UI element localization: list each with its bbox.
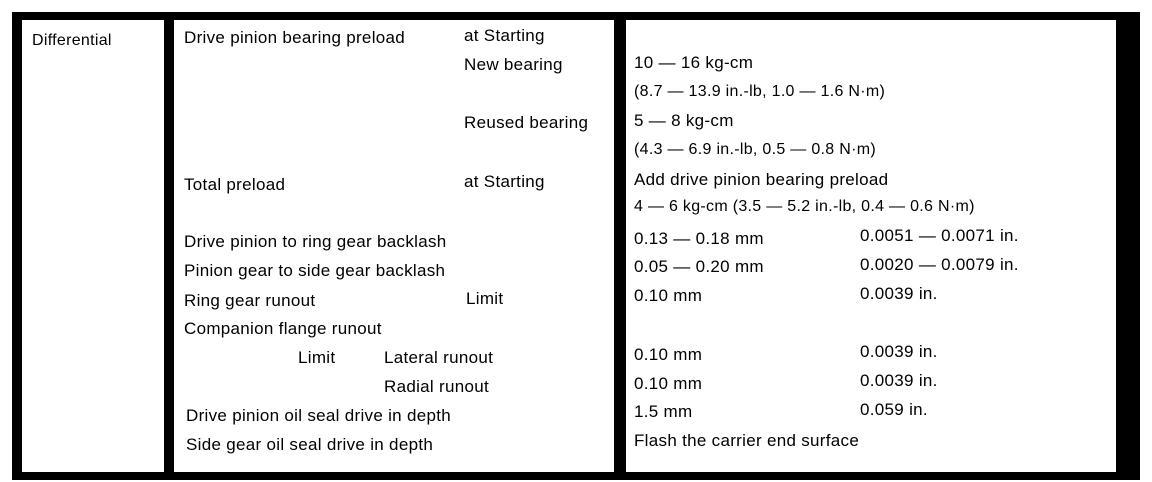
spec-seal-pinion-metric: 1.5 mm (634, 402, 693, 421)
item-backlash-side: Pinion gear to side gear backlash (184, 261, 446, 280)
item-total-preload: Total preload (184, 175, 286, 194)
spec-new-conv: (8.7 — 13.9 in.-lb, 1.0 — 1.6 N·m) (634, 83, 886, 100)
item-cell (174, 20, 614, 472)
cond-preload: at Starting (464, 26, 545, 45)
item-seal-side: Side gear oil seal drive in depth (186, 435, 434, 454)
spec-backlash-ring-metric: 0.13 — 0.18 mm (634, 229, 764, 248)
item-backlash-ring: Drive pinion to ring gear backlash (184, 232, 447, 251)
item-ring-runout: Ring gear runout (184, 291, 316, 310)
label-reused-bearing: Reused bearing (464, 113, 589, 132)
label-new-bearing: New bearing (464, 55, 563, 74)
spec-backlash-side-metric: 0.05 — 0.20 mm (634, 257, 764, 276)
label-lateral-runout: Lateral runout (384, 348, 494, 367)
spec-ring-runout-imperial: 0.0039 in. (860, 284, 938, 303)
section-label: Differential (32, 32, 112, 49)
label-radial-runout: Radial runout (384, 377, 490, 396)
spec-seal-side: Flash the carrier end surface (634, 431, 860, 450)
spec-total-2: 4 — 6 kg-cm (3.5 — 5.2 in.-lb, 0.4 — 0.6 N·m) (634, 198, 975, 215)
spec-lateral-metric: 0.10 mm (634, 345, 703, 364)
spec-radial-imperial: 0.0039 in. (860, 371, 938, 390)
spec-cell (626, 20, 1116, 472)
spec-reused-metric: 5 — 8 kg-cm (634, 111, 734, 130)
cond-total-preload: at Starting (464, 172, 545, 191)
spec-backlash-ring-imperial: 0.0051 — 0.0071 in. (860, 226, 1019, 245)
spec-seal-pinion-imperial: 0.059 in. (860, 400, 928, 419)
cond-ring-runout: Limit (466, 289, 504, 308)
item-seal-pinion: Drive pinion oil seal drive in depth (186, 406, 451, 425)
section-cell (22, 20, 164, 472)
spec-total-1: Add drive pinion bearing preload (634, 170, 889, 189)
spec-lateral-imperial: 0.0039 in. (860, 342, 938, 361)
item-preload: Drive pinion bearing preload (184, 28, 406, 47)
spec-ring-runout-metric: 0.10 mm (634, 286, 703, 305)
spec-backlash-side-imperial: 0.0020 — 0.0079 in. (860, 255, 1019, 274)
spec-new-metric: 10 — 16 kg-cm (634, 53, 754, 72)
flange-limit: Limit (298, 348, 336, 367)
item-flange-runout: Companion flange runout (184, 319, 382, 338)
spec-radial-metric: 0.10 mm (634, 374, 703, 393)
spec-reused-conv: (4.3 — 6.9 in.-lb, 0.5 — 0.8 N·m) (634, 141, 876, 158)
